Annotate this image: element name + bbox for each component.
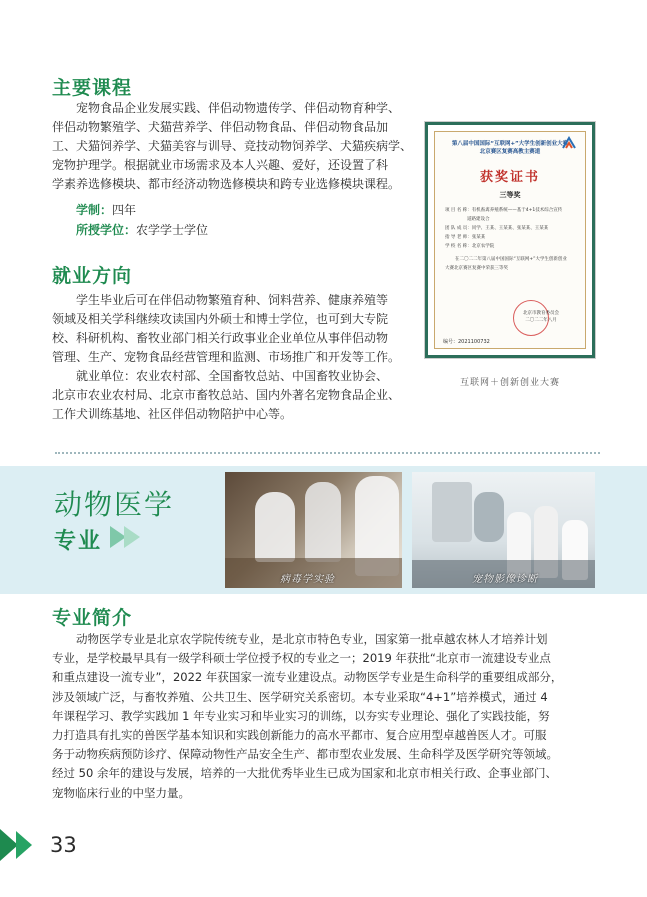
study-length <box>76 201 136 218</box>
award-level: 三等奖 <box>499 191 521 199</box>
text-line: 专业，是学校最早具有一级学科硕士学位授予权的专业之一；2019 年获批“北京市一流建设专业点 <box>52 651 551 666</box>
text-line: 工、犬猫饲养学、犬猫美容与训导、竞技动物饲养学、犬猫疾病学、 <box>52 139 413 153</box>
certificate-title: 获奖证书 <box>479 170 540 185</box>
text-line: 伴侣动物繁殖学、犬猫营养学、伴侣动物食品、伴侣动物食品加 <box>52 120 389 134</box>
photo-figure <box>255 492 295 562</box>
major-title: 动物医学 <box>54 488 175 521</box>
employment-paragraph <box>52 291 416 424</box>
text-line: 学生毕业后可在伴侣动物繁殖育种、饲料营养、健康养殖等 <box>76 293 389 307</box>
certificate-caption: 互联网＋创新创业大赛 <box>459 378 560 388</box>
certificate-issuer <box>505 310 577 324</box>
certificate-detail-line: 项 目 名 称：有机畜禽养殖系统——基于4+1技术综合宣传 <box>445 208 563 213</box>
certificate-detail-line: 学 校 名 称：北京农学院 <box>445 244 495 249</box>
certificate-detail-line: 团 队 成 员：同学、王某、王某某、张某某、王某某 <box>445 226 549 231</box>
text-line: 年课程学习、教学实践加 1 年专业实习和毕业实习的训练，以夯实专业理论、强化了实践技能，努 <box>52 708 550 723</box>
degree-label: 所授学位： <box>76 223 137 237</box>
photo-figure <box>305 482 341 562</box>
text-line: 领域及相关学科继续攻读国内外硕士和博士学位，也可到大专院 <box>52 312 389 326</box>
text-line: 经过 50 余年的建设与发展，培养的一大批优秀毕业生已成为国家和北京市相关行政、企事业部门、 <box>52 766 557 781</box>
certificate-detail-line: 道路建设合 <box>467 217 490 222</box>
text-line: 力打造具有扎实的兽医学基本知识和实践创新能力的高水平都市、复合应用型卓越兽医人才。可服 <box>52 728 547 743</box>
certificate-detail-line: 指 导 老 师：张某某 <box>445 235 486 240</box>
text-line: 就业单位：农业农村部、全国畜牧总站、中国畜牧业协会、 <box>76 369 389 383</box>
text-line: 北京市农业农村局、北京市畜牧总站、国内外著名宠物食品企业、 <box>52 388 401 402</box>
text-line: 涉及领域广泛，与畜牧养殖、公共卫生、医学研究关系密切。本专业采取“4+1”培养模式，通过 4 <box>52 689 548 704</box>
text-line: 和重点建设一流专业”，2022 年获国家一流专业建设点。动物医学专业是生命科学的重要组成部分， <box>52 670 563 685</box>
award-certificate <box>425 122 595 358</box>
major-subtitle: 专业 <box>54 529 103 554</box>
pet-imaging-photo <box>412 472 595 588</box>
certificate-inner <box>434 131 586 349</box>
section-title-main-courses: 主要课程 <box>52 77 133 99</box>
text-line: 校、科研机构、畜牧业部门相关行政事业企业单位从事伴侣动物 <box>52 331 389 345</box>
text-line: 动物医学专业是北京农学院传统专业，是北京市特色专业，国家第一批卓越农林人才培养计划 <box>76 632 548 646</box>
page-number: 33 <box>50 833 77 857</box>
text-line: 工作犬训练基地、社区伴侣动物陪护中心等。 <box>52 407 293 421</box>
degree-awarded <box>76 221 208 238</box>
certificate-header-line: 北京赛区复赛高教主赛道 <box>479 149 541 155</box>
photo-machine <box>474 492 504 542</box>
certificate-detail-line: 大赛北京赛区复赛中荣获三等奖 <box>445 266 508 271</box>
degree-value: 农学学士学位 <box>136 223 209 237</box>
photo-machine <box>432 482 472 542</box>
certificate-header-line: 第八届中国国际“互联网+”大学生创新创业大赛 <box>451 141 569 147</box>
study-length-value: 四年 <box>112 203 137 217</box>
text-line: 宠物食品企业发展实践、伴侣动物遗传学、伴侣动物育种学、 <box>76 101 401 115</box>
double-arrow-icon <box>110 526 154 552</box>
photo-caption: 宠物影像诊断 <box>472 574 538 585</box>
certificate-serial: 编号：2021100732 <box>443 339 490 345</box>
section-divider <box>55 452 600 454</box>
text-line: 宠物临床行业的中坚力量。 <box>52 785 190 800</box>
text-line: 宠物护理学。根据就业市场需求及本人兴趣、爱好，还设置了科 <box>52 158 389 172</box>
photo-caption: 病毒学实验 <box>280 574 335 585</box>
lab-experiment-photo <box>225 472 402 588</box>
text-line: 学素养选修模块、都市经济动物选修模块和跨专业选修模块课程。 <box>52 177 401 191</box>
study-length-label: 学制： <box>76 203 113 217</box>
text-line: 管理、生产、宠物食品经营管理和监测、市场推广和开发等工作。 <box>52 350 401 364</box>
introduction-paragraph <box>52 630 600 803</box>
issuer-name: 北京市教育委员会 <box>523 311 559 316</box>
text-line: 务于动物疾病预防诊疗、保障动物性产品安全生产、都市型农业发展、生命科学及医学研究等领域。 <box>52 747 558 762</box>
section-title-introduction: 专业简介 <box>52 607 133 629</box>
page-corner-arrow-icon <box>0 829 40 865</box>
section-title-employment: 就业方向 <box>52 265 133 287</box>
competition-logo-icon <box>561 136 577 152</box>
main-courses-paragraph <box>52 99 416 194</box>
issue-date: 二〇二二年八月 <box>525 318 557 323</box>
certificate-detail-line: 在二〇二二年第八届中国国际“互联网+”大学生创新创业 <box>455 257 567 262</box>
certificate-details <box>445 206 579 273</box>
